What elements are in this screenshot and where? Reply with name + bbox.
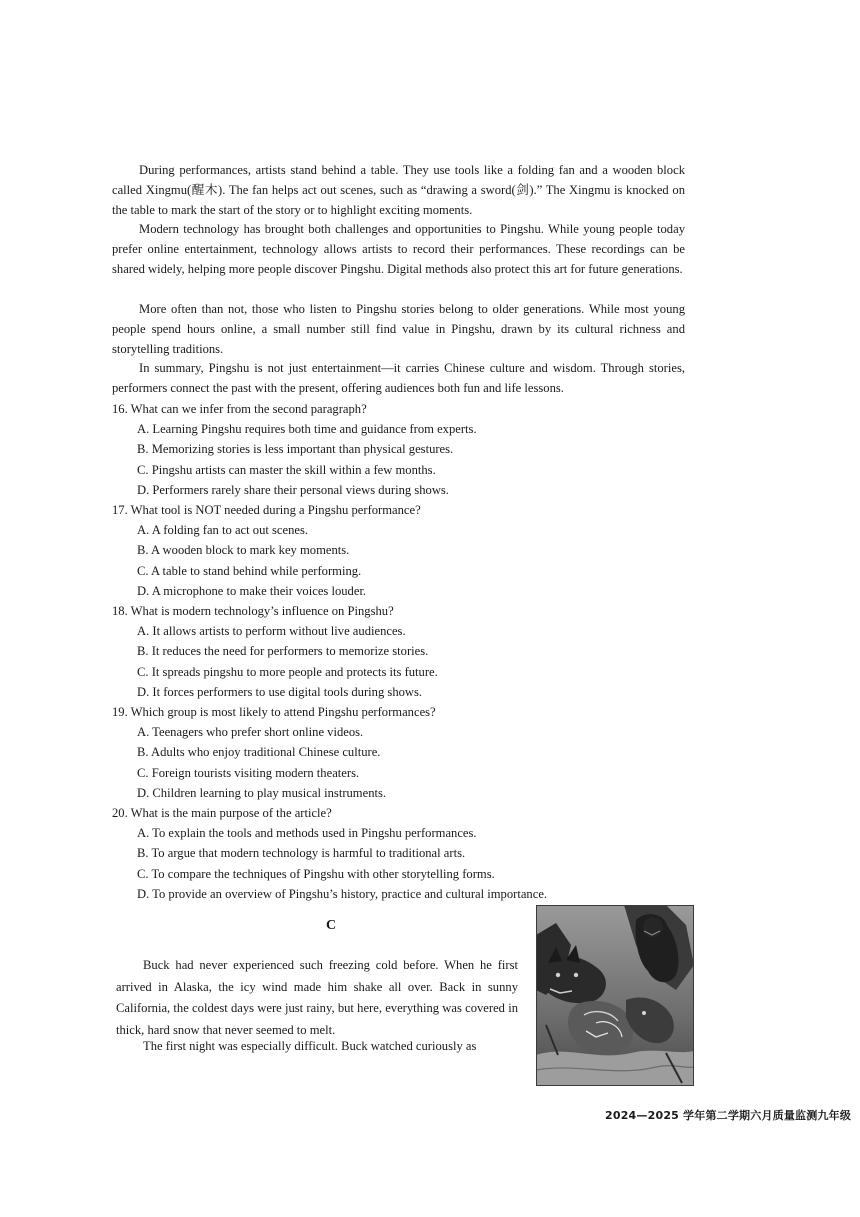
question-19 [112,702,712,803]
section-c-heading: C [325,918,337,933]
question-18 [112,601,712,702]
answer-option-c: C. To compare the techniques of Pingshu with other storytelling forms. [137,866,495,881]
question-stem: 19. Which group is most likely to attend Pingshu performances? [112,705,436,719]
answer-option-b: B. To argue that modern technology is harmful to traditional arts. [137,846,466,861]
answer-option-a: A. Learning Pingshu requires both time and guidance from experts. [137,422,477,437]
answer-option-d: D. A microphone to make their voices louder. [137,583,367,598]
answer-option-c: C. It spreads pingshu to more people and protects its future. [137,664,438,679]
question-stem: 20. What is the main purpose of the article? [112,806,332,820]
question-16 [112,399,712,500]
passage-paragraph-audience: More often than not, those who listen to Pingshu stories belong to older generations. While most young people spend hours online, a small number still find value in Pingshu, drawn by its cultural richness and storytelling traditions. [112,302,685,356]
question-stem: 16. What can we infer from the second paragraph? [112,402,367,416]
exam-footer-title: 2024—2025 学年第二学期六月质量监测九年级 [605,1109,852,1122]
answer-option-a: A. To explain the tools and methods used in Pingshu performances. [137,826,477,841]
answer-option-d: D. Children learning to play musical instruments. [137,785,387,800]
answer-option-d: D. To provide an overview of Pingshu’s history, practice and cultural importance. [137,886,548,901]
answer-option-b: B. Adults who enjoy traditional Chinese culture. [137,745,381,760]
answer-option-d: D. It forces performers to use digital tools during shows. [137,684,423,699]
question-stem: 17. What tool is NOT needed during a Pingshu performance? [112,503,421,517]
answer-option-a: A. A folding fan to act out scenes. [137,523,309,538]
answer-option-c: C. Pingshu artists can master the skill within a few months. [137,462,436,477]
answer-option-b: B. It reduces the need for performers to memorize stories. [137,644,429,659]
answer-option-d: D. Performers rarely share their personal views during shows. [137,482,449,497]
answer-option-a: A. Teenagers who prefer short online videos. [137,725,364,740]
passage-paragraph-summary: In summary, Pingshu is not just entertainment—it carries Chinese culture and wisdom. Through stories, performers connect the past with the present, offering audiences both fun and life lessons. [112,361,685,395]
answer-option-b: B. A wooden block to mark key moments. [137,543,350,558]
passage-paragraph-technology: Modern technology has brought both challenges and opportunities to Pingshu. While young people today prefer online entertainment, technology allows artists to record their performances. These recordings can be shared widely, helping more people discover Pingshu. Digital methods also protect this art for future generations. [112,222,685,276]
answer-option-c: C. A table to stand behind while performing. [137,563,362,578]
question-stem: 18. What is modern technology’s influence on Pingshu? [112,604,394,618]
question-17 [112,500,712,601]
passage-paragraph-tools: During performances, artists stand behind a table. They use tools like a folding fan and a wooden block called Xingmu(醒木). The fan helps act out scenes, such as “drawing a sword(剑).” The Xingmu is knocked on the table to mark the start of the story or to highlight exciting moments. [112,163,685,217]
answer-option-a: A. It allows artists to perform without live audiences. [137,624,406,639]
story-paragraph-first-night: The first night was especially difficult. Buck watched curiously as [143,1039,477,1053]
story-paragraph-arrival: Buck had never experienced such freezing cold before. When he first arrived in Alaska, the icy wind made him shake all over. Back in sunny California, the coldest days were just rainy, but here, everything was covered in thick, hard snow that never seemed to melt. [116,958,518,1037]
answer-option-b: B. Memorizing stories is less important than physical gestures. [137,442,454,457]
question-20 [112,803,712,904]
answer-option-c: C. Foreign tourists visiting modern theaters. [137,765,360,780]
sled-dog-illustration [536,905,694,1086]
